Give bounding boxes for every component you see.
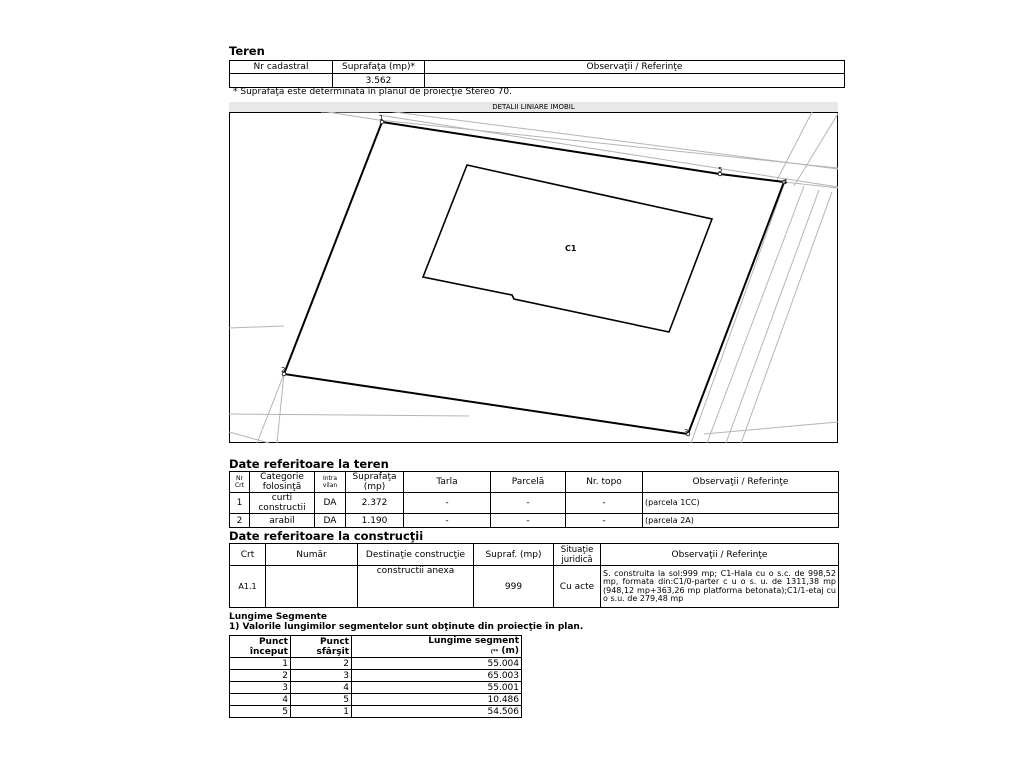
point-label-2: 2 (281, 366, 286, 374)
cell-suprafata: 2.372 (346, 493, 404, 514)
header-lungime-unit: (m) (501, 646, 519, 656)
header-supraf: Supraf. (mp) (474, 544, 554, 566)
cell-tarla: - (404, 493, 491, 514)
cell-intravilan: DA (315, 493, 346, 514)
table-row (230, 566, 839, 608)
header-destinatie: Destinaţie construcţie (358, 544, 474, 566)
point-label-1: 1 (379, 114, 384, 122)
cell-numar (266, 566, 358, 608)
cell-crt: A1.1 (230, 566, 266, 608)
header-tarla: Tarla (404, 472, 491, 493)
header-crt: Crt (230, 544, 266, 566)
cell-end: 5 (291, 694, 352, 706)
header-intravilan: Intra vilan (315, 472, 346, 493)
cell-end: 1 (291, 706, 352, 718)
cell-length: 65.003 (352, 670, 522, 682)
cell-length: 55.004 (352, 658, 522, 670)
segmente-subtitle: 1) Valorile lungimilor segmentelor sunt obţinute din proiecţie în plan. (229, 622, 584, 632)
cell-suprafata: 1.190 (346, 514, 404, 528)
table-row (230, 682, 522, 694)
cell-end: 4 (291, 682, 352, 694)
cell-situatie: Cu acte (554, 566, 601, 608)
cell-length: 10.486 (352, 694, 522, 706)
cell-start: 1 (230, 658, 291, 670)
table-row (230, 706, 522, 718)
header-lungime-note: (** (490, 649, 499, 655)
cell-nr: 1 (230, 493, 250, 514)
teren-footnote: * Suprafaţa este determinată în planul de proiecţie Stereo 70. (233, 87, 513, 97)
cell-categorie: curti constructii (250, 493, 315, 514)
date-constructii-title: Date referitoare la construcţii (229, 529, 424, 543)
cell-start: 5 (230, 706, 291, 718)
cell-parcela: - (491, 514, 566, 528)
cell-categorie: arabil (250, 514, 315, 528)
cell-nr-topo: - (566, 493, 643, 514)
observatii-value (425, 74, 845, 88)
cell-start: 3 (230, 682, 291, 694)
header-observatii: Observaţii / Referinţe (643, 472, 839, 493)
building-label: C1 (565, 244, 577, 253)
plan-banner: DETALII LINIARE IMOBIL (229, 102, 838, 112)
table-row (230, 493, 839, 514)
header-nr-crt: Nr Crt (230, 472, 250, 493)
cadastral-plan (229, 112, 838, 443)
header-categorie: Categorie folosinţă (250, 472, 315, 493)
cell-tarla: - (404, 514, 491, 528)
nr-cadastral-value (230, 74, 333, 88)
cell-end: 3 (291, 670, 352, 682)
teren-title: Teren (229, 44, 265, 58)
date-constructii-table (229, 543, 839, 608)
header-punct-sfarsit: Punct sfârşit (291, 636, 352, 658)
cell-end: 2 (291, 658, 352, 670)
header-observatii: Observaţii / Referinţe (425, 61, 845, 74)
cell-nr-topo: - (566, 514, 643, 528)
table-row (230, 694, 522, 706)
header-lungime-label: Lungime segment (428, 636, 519, 646)
cell-length: 54.506 (352, 706, 522, 718)
cell-supraf: 999 (474, 566, 554, 608)
header-suprafata: Suprafaţa (mp) (346, 472, 404, 493)
point-label-5: 5 (718, 166, 723, 174)
cell-observatii: (parcela 2A) (643, 514, 839, 528)
cell-length: 55.001 (352, 682, 522, 694)
header-suprafata: Suprafaţa (mp)* (333, 61, 425, 74)
cell-start: 2 (230, 670, 291, 682)
segmente-table (229, 635, 522, 718)
header-punct-inceput: Punct început (230, 636, 291, 658)
header-nr-topo: Nr. topo (566, 472, 643, 493)
table-row (230, 658, 522, 670)
date-teren-title: Date referitoare la teren (229, 457, 389, 471)
cell-start: 4 (230, 694, 291, 706)
cell-observatii: S. construita la sol:999 mp; C1-Hala cu o s.c. de 998,52 mp, formata din:C1/0-parter c u o s. u. de 1311,38 mp (948,12 mp+363,26 mp platforma betonata);C1/1-etaj cu o s.u. de 279,48 mp (601, 566, 839, 608)
header-observatii: Observaţii / Referinţe (601, 544, 839, 566)
header-nr-cadastral: Nr cadastral (230, 61, 333, 74)
cell-destinatie: constructii anexa (358, 566, 474, 608)
header-lungime (352, 636, 522, 658)
header-numar: Număr (266, 544, 358, 566)
teren-table (229, 60, 845, 88)
header-situatie: Situaţie juridică (554, 544, 601, 566)
header-parcela: Parcelă (491, 472, 566, 493)
date-teren-table (229, 471, 839, 528)
cell-intravilan: DA (315, 514, 346, 528)
cell-parcela: - (491, 493, 566, 514)
segmente-title: Lungime Segmente (229, 612, 328, 622)
cell-observatii: (parcela 1CC) (643, 493, 839, 514)
suprafata-value: 3.562 (333, 74, 425, 88)
table-row (230, 670, 522, 682)
point-label-4: 4 (783, 178, 788, 186)
table-row (230, 514, 839, 528)
cell-nr: 2 (230, 514, 250, 528)
point-label-3: 3 (684, 428, 689, 436)
